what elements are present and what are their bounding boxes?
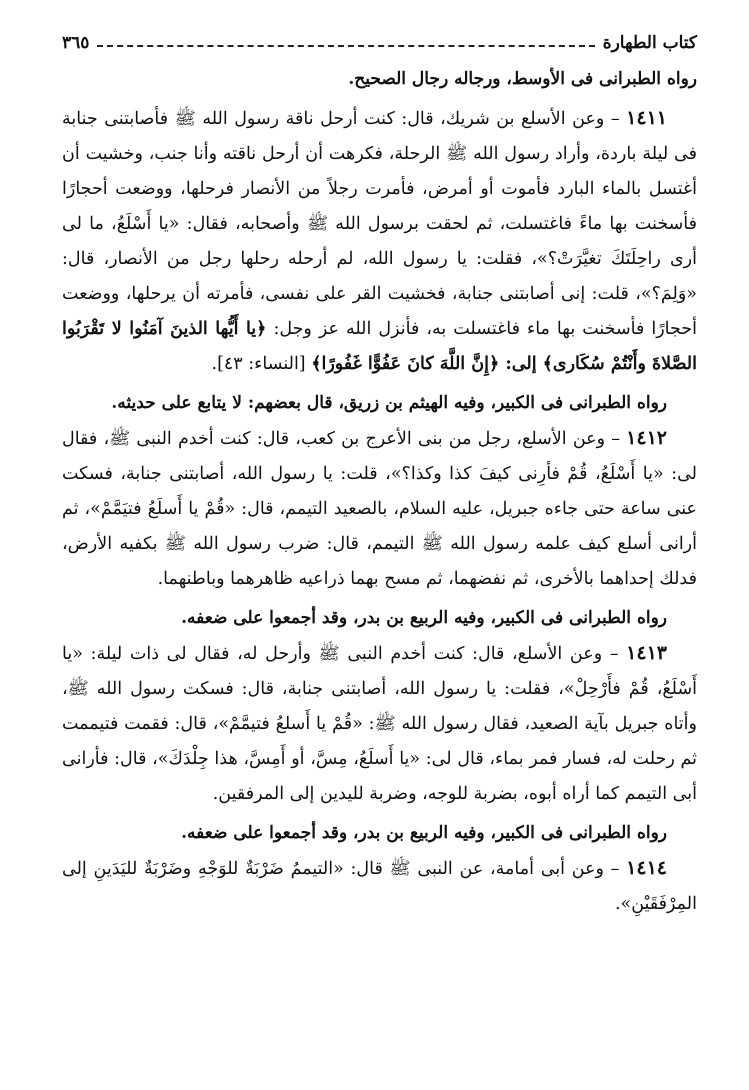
hadith-paragraph <box>62 636 697 812</box>
hadith-text: – وعن أبى أمامة، عن النبى ﷺ قال: «التيممُ ضَرْبَةٌ للوَجْهِ وضَرْبَةٌ لليَدَينِ إلى المِرْفَقَيْنِ». <box>62 859 697 914</box>
quran-reference: [النساء: ٤٣]. <box>211 354 312 374</box>
hadith-number: ١٤١٣ <box>626 642 667 664</box>
hadith-text: – وعن الأسلع، قال: كنت أخدم النبى ﷺ وأرحل له، فقال لى ذات ليلة: «يا أَسْلَعُ، قُمْ فأَرْحِلْ»، فقلت: يا رسول الله، أصابتنى جنابة، قال: فسكت رسول الله ﷺ، وأتاه جبريل بآية الصعيد، فقال رسول الله ﷺ: «قُمْ يا أَسلعُ فتيمَّمْ»، قال: فقمت فتيممت ثم رحلت له، فسار فمر بماء، قال لى: «يا أَسلَعُ، مِسَّ، أو أَمِسَّ، هذا جِلْدَكَ»، قال: فأرانى أبى التيمم كما أراه أبوه، بضربة للوجه، وضربة لليدين إلى المرفقين. <box>62 644 697 804</box>
hadith-text: – وعن الأسلع، رجل من بنى الأعرج بن كعب، قال: كنت أخدم النبى ﷺ، فقال لى: «يا أَسْلَعُ، قُمْ فأرِنى كيفَ كذا وكذا؟»، قلت: يا رسول الله، أصابتنى جنابة، فسكت عنى ساعة حتى جاءه جبريل، عليه السلام، بالصعيد التيمم، قال: «قُمْ يا أَسلَعُ فتيَمَّمْ»، ثم أرانى أسلع كيف علمه رسول الله ﷺ التيمم، قال: ضرب رسول الله ﷺ بكفيه الأرض، فدلك إحداهما بالأخرى، ثم نفضهما، ثم مسح بهما ذراعيه ظاهرهما وباطنهما. <box>62 429 697 589</box>
source-note: رواه الطبرانى فى الكبير، وفيه الهيثم بن زريق، قال بعضهم: لا يتابع على حديثه. <box>111 393 667 413</box>
hadith-paragraph <box>62 421 697 597</box>
hadith-number: ١٤١٢ <box>626 427 667 449</box>
hadith-text: – وعن الأسلع بن شريك، قال: كنت أرحل ناقة رسول الله ﷺ فأصابتنى جنابة فى ليلة باردة، وأراد رسول الله ﷺ الرحلة، فكرهت أن أرحل ناقته وأنا جنب، وخشيت أن أغتسل بالماء البارد فأموت أو أمرض، فأمرت رجلاً من الأنصار فرحلها، ووضعت أحجارًا فأسخنت بها ماءً فاغتسلت، ثم لحقت برسول الله ﷺ وأصحابه، فقال: «يا أَسْلَعُ، ما لى أرى راحِلَتَكَ تغيَّرَتْ؟»، فقلت: يا رسول الله، لم أرحله رحلها رجل من الأنصار، قال: «وَلِمَ؟»، قلت: إنى أصابتنى جنابة، فخشيت القر على نفسى، فأمرته أن يرحلها، ووضعت أحجارًا فأسخنت بها ماء فاغتسلت به، فأنزل الله عز وجل: <box>62 109 697 339</box>
quran-quote: ﴿يا أَيُّها الذينَ آمَنُوا لا تَقْرَبُوا الصَّلاةَ وأَنْتُمْ سُكَارى﴾ إلى: ﴿إِنَّ اللَّهَ كانَ عَفُوًّا غَفُورًا﴾ <box>62 319 697 374</box>
hadith-paragraph <box>62 101 697 382</box>
hadith-number: ١٤١١ <box>626 107 667 129</box>
header-rule <box>97 45 594 47</box>
source-note: رواه الطبرانى فى الأوسط، ورجاله رجال الصحيح. <box>348 69 697 89</box>
source-note: رواه الطبرانى فى الكبير، وفيه الربيع بن بدر، وقد أجمعوا على ضعفه. <box>181 823 667 843</box>
page-number: ٣٦٥ <box>62 33 90 53</box>
hadith-number: ١٤١٤ <box>626 857 667 879</box>
source-note: رواه الطبرانى فى الكبير، وفيه الربيع بن بدر، وقد أجمعوا على ضعفه. <box>181 608 667 628</box>
book-title: كتاب الطهارة <box>602 33 697 53</box>
hadith-paragraph <box>62 851 697 922</box>
running-header <box>62 28 697 58</box>
